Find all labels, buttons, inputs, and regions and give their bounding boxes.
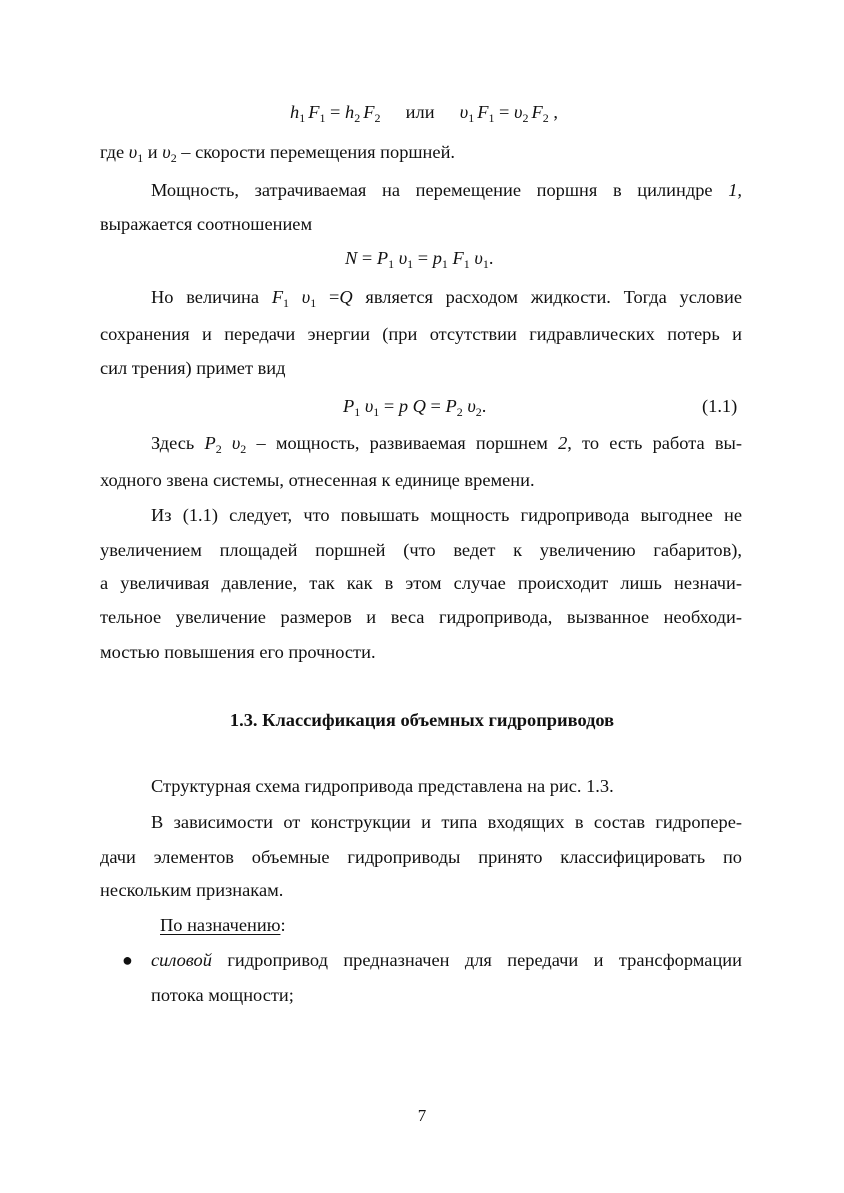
text-fragment: Здесь bbox=[151, 433, 205, 453]
formula-subscript: 1 bbox=[482, 257, 489, 271]
formula-subscript: 2 bbox=[456, 405, 463, 419]
formula-subscript: 2 bbox=[374, 111, 381, 125]
formula-symbol: υ bbox=[289, 287, 311, 307]
formula-subscript: 1 bbox=[441, 257, 448, 271]
formula-symbol: p Q bbox=[398, 396, 426, 416]
text-fragment: является расходом жидкости. Тогда условие bbox=[352, 287, 742, 307]
formula-symbol: F bbox=[477, 102, 489, 122]
formula-heights-areas bbox=[290, 100, 558, 124]
formula-power bbox=[345, 246, 493, 270]
formula-symbol: υ bbox=[514, 102, 523, 122]
formula-subscript: 1 bbox=[137, 151, 144, 165]
formula-subscript: 2 bbox=[170, 151, 177, 165]
formula-symbol: p bbox=[432, 248, 442, 268]
cylinder-number: 1, bbox=[728, 180, 742, 200]
formula-operator: = bbox=[494, 102, 515, 122]
structure-paragraph: Структурная схема гидропривода представлена на рис. 1.3. bbox=[151, 776, 614, 796]
formula-subscript: 2 bbox=[240, 442, 247, 456]
equation-number: (1.1) bbox=[702, 396, 738, 416]
formula-symbol: N bbox=[345, 248, 358, 268]
bullet-dot: ● bbox=[122, 950, 133, 970]
formula-subscript: 1 bbox=[488, 111, 495, 125]
formula-operator: = bbox=[379, 396, 399, 416]
formula-symbol: P bbox=[445, 396, 457, 416]
formula-symbol: F bbox=[271, 287, 284, 307]
by-purpose-label bbox=[160, 913, 286, 937]
flow-paragraph-line-2: сохранения и передачи энергии (при отсутствии гидравлических потерь и bbox=[100, 324, 742, 344]
text-fragment: , то есть работа вы- bbox=[567, 433, 742, 453]
bullet-line-2: потока мощности; bbox=[151, 985, 294, 1005]
formula-conjunction: или bbox=[405, 102, 435, 122]
formula-symbol: υ bbox=[162, 142, 171, 162]
formula-subscript: 1 bbox=[463, 257, 470, 271]
formula-symbol: F bbox=[531, 102, 543, 122]
formula-symbol: F bbox=[447, 248, 464, 268]
depends-line-3: нескольким признакам. bbox=[100, 880, 284, 900]
formula-symbol: h bbox=[345, 102, 355, 122]
formula-symbol: h bbox=[290, 102, 300, 122]
formula-punctuation: , bbox=[548, 102, 558, 122]
formula-subscript: 1 bbox=[299, 111, 306, 125]
flow-paragraph-line-3: сил трения) примет вид bbox=[100, 358, 286, 378]
formula-operator: = bbox=[357, 248, 377, 268]
conclusion-line-1: Из (1.1) следует, что повышать мощность гидропривода выгоднее не bbox=[151, 505, 742, 525]
conclusion-line-4: тельное увеличение размеров и веса гидропривода, вызванное необходи- bbox=[100, 607, 742, 627]
power-paragraph-line-1 bbox=[151, 178, 742, 202]
conclusion-line-2: увеличением площадей поршней (что ведет к увеличению габаритов), bbox=[100, 540, 742, 560]
piston-number: 2 bbox=[558, 433, 568, 453]
formula-symbol: υ bbox=[221, 433, 241, 453]
text-fragment: – скорости перемещения поршней. bbox=[176, 142, 456, 162]
formula-symbol: P bbox=[204, 433, 216, 453]
page-number: 7 bbox=[417, 1106, 427, 1125]
formula-symbol: υ bbox=[469, 248, 483, 268]
formula-subscript: 2 bbox=[475, 405, 482, 419]
text-fragment: Мощность, затрачиваемая на перемещение поршня в цилиндре bbox=[151, 180, 729, 200]
by-purpose-colon: : bbox=[280, 915, 286, 935]
text-fragment: – мощность, развиваемая поршнем bbox=[246, 433, 559, 453]
formula-operator: = bbox=[325, 102, 346, 122]
depends-line-2: дачи элементов объемные гидроприводы принято классифицировать по bbox=[100, 847, 742, 867]
formula-punctuation: . bbox=[488, 248, 494, 268]
formula-operator: = bbox=[425, 396, 446, 416]
formula-symbol: Q bbox=[339, 287, 353, 307]
formula-symbol: υ bbox=[459, 102, 469, 122]
by-purpose-text: По назначению bbox=[160, 915, 281, 935]
formula-subscript: 1 bbox=[388, 257, 395, 271]
formula-operator: = bbox=[316, 287, 340, 307]
here-paragraph-line-2: ходного звена системы, отнесенная к единице времени. bbox=[100, 470, 535, 490]
depends-line-1: В зависимости от конструкции и типа входящих в состав гидропере- bbox=[151, 812, 742, 832]
formula-symbol: P bbox=[376, 248, 389, 268]
formula-energy-balance bbox=[343, 394, 486, 418]
formula-subscript: 2 bbox=[354, 111, 361, 125]
bullet-term: силовой bbox=[151, 950, 212, 970]
formula-subscript: 2 bbox=[542, 111, 549, 125]
formula-subscript: 2 bbox=[215, 442, 222, 456]
here-paragraph-line-1 bbox=[151, 431, 742, 455]
formula-symbol: F bbox=[308, 102, 320, 122]
conclusion-line-5: мостью повышения его прочности. bbox=[100, 642, 376, 662]
formula-subscript: 2 bbox=[522, 111, 529, 125]
formula-punctuation: . bbox=[481, 396, 487, 416]
where-velocities-line bbox=[100, 140, 455, 164]
formula-subscript: 1 bbox=[310, 296, 317, 310]
formula-symbol: υ bbox=[128, 142, 138, 162]
formula-subscript: 1 bbox=[373, 405, 380, 419]
formula-subscript: 1 bbox=[283, 296, 290, 310]
text-fragment: где bbox=[100, 142, 129, 162]
section-heading: 1.3. Классификация объемных гидроприводов bbox=[229, 710, 615, 730]
formula-subscript: 1 bbox=[319, 111, 326, 125]
formula-subscript: 1 bbox=[354, 405, 361, 419]
bullet-line-1 bbox=[151, 948, 742, 972]
formula-symbol: P bbox=[343, 396, 355, 416]
text-fragment: и bbox=[143, 142, 163, 162]
formula-symbol: F bbox=[363, 102, 375, 122]
formula-symbol: υ bbox=[394, 248, 408, 268]
text-fragment: гидропривод предназначен для передачи и трансформации bbox=[211, 950, 742, 970]
formula-operator: = bbox=[413, 248, 433, 268]
formula-symbol: υ bbox=[360, 396, 374, 416]
conclusion-line-3: а увеличивая давление, так как в этом случае происходит лишь незначи- bbox=[100, 573, 742, 593]
power-paragraph-line-2: выражается соотношением bbox=[100, 214, 313, 234]
formula-subscript: 1 bbox=[468, 111, 475, 125]
text-fragment: Но величина bbox=[151, 287, 272, 307]
formula-symbol: υ bbox=[462, 396, 476, 416]
flow-paragraph-line-1 bbox=[151, 285, 742, 309]
formula-subscript: 1 bbox=[407, 257, 414, 271]
